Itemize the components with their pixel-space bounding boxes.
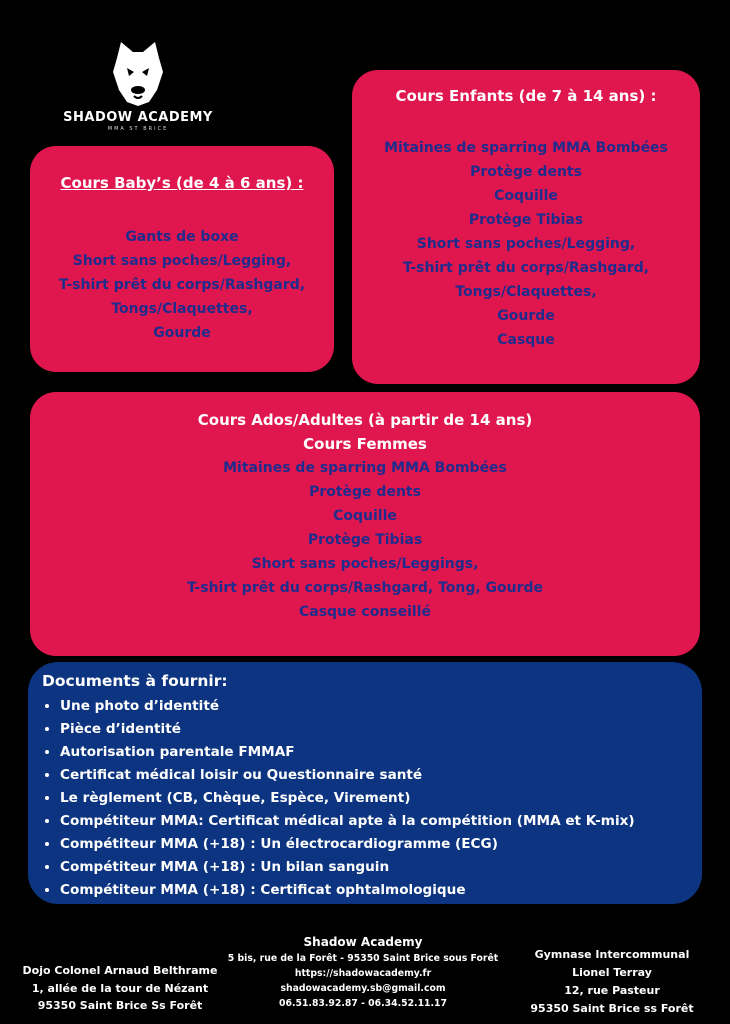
footer-website-link[interactable]: https://shadowacademy.fr [294, 968, 432, 979]
footer-phone: 06.51.83.92.87 - 06.34.52.11.17 [279, 998, 447, 1009]
kids-course-card [352, 70, 700, 384]
list-item: Short sans poches/Leggings, [251, 556, 479, 572]
list-item: Protège Tibias [307, 532, 423, 548]
list-item: Protège dents [470, 164, 582, 180]
kids-course-title: Cours Enfants (de 7 à 14 ans) : [395, 87, 657, 105]
documents-card [28, 662, 702, 904]
list-item: Gants de boxe [125, 229, 239, 245]
footer-line: 1, allée de la tour de Nézant [31, 981, 209, 995]
baby-course-card [30, 146, 334, 372]
footer-email-link[interactable]: shadowacademy.sb@gmail.com [280, 983, 446, 994]
list-item: Mitaines de sparring MMA Bombées [223, 460, 507, 476]
list-item: • Compétiteur MMA (+18) : Un bilan sanguin [60, 856, 702, 879]
list-item: • Compétiteur MMA (+18) : Certificat ophtalmologique [60, 879, 702, 902]
list-item: Mitaines de sparring MMA Bombées [384, 140, 668, 156]
documents-title: Documents à fournir: [42, 672, 228, 690]
women-course-title: Cours Femmes [303, 435, 427, 453]
list-item: • Compétiteur MMA: Certificat médical apte à la compétition (MMA et K-mix) [60, 810, 702, 833]
list-item: T-shirt prêt du corps/Rashgard, Tong, Gourde [186, 580, 544, 596]
footer-address: 5 bis, rue de la Forêt - 95350 Saint Brice sous Forêt [227, 953, 499, 964]
footer-line: 95350 Saint Brice ss Forêt [530, 1002, 694, 1015]
list-item: • Une photo d’identité [60, 695, 702, 718]
footer-line: Lionel Terray [572, 966, 652, 979]
footer-dojo-address [20, 962, 220, 1015]
footer-gym-address [512, 946, 712, 1018]
list-item: Casque conseillé [298, 604, 431, 620]
list-item: Coquille [333, 508, 397, 524]
adults-equipment-list [30, 456, 700, 624]
list-item: Short sans poches/Legging, [416, 236, 636, 252]
footer-contact [218, 934, 508, 1011]
list-item: T-shirt prêt du corps/Rashgard, [58, 277, 306, 293]
baby-equipment-list [30, 225, 334, 345]
list-item: • Le règlement (CB, Chèque, Espèce, Virement) [60, 787, 702, 810]
footer-line: Gymnase Intercommunal [534, 948, 690, 961]
list-item: Tongs/Claquettes, [455, 284, 597, 300]
list-item: • Certificat médical loisir ou Questionnaire santé [60, 764, 702, 787]
pitbull-head-icon [107, 38, 169, 106]
documents-list [42, 695, 702, 902]
list-item: Casque [497, 332, 555, 348]
logo [58, 38, 218, 142]
adults-course-card [30, 392, 700, 656]
footer-line: 12, rue Pasteur [564, 984, 660, 997]
list-item: Tongs/Claquettes, [111, 301, 253, 317]
list-item: Gourde [497, 308, 555, 324]
footer-academy-name: Shadow Academy [303, 935, 423, 949]
kids-equipment-list [352, 136, 700, 352]
list-item: Protège dents [309, 484, 421, 500]
list-item: Coquille [494, 188, 558, 204]
list-item: Protège Tibias [468, 212, 584, 228]
adults-course-title: Cours Ados/Adultes (à partir de 14 ans) [197, 411, 533, 429]
brand-subtitle: MMA ST BRICE [107, 126, 169, 132]
baby-course-title: Cours Baby’s (de 4 à 6 ans) : [60, 174, 304, 192]
list-item: T-shirt prêt du corps/Rashgard, [402, 260, 650, 276]
list-item: Gourde [153, 325, 211, 341]
list-item: • Autorisation parentale FMMAF [60, 741, 702, 764]
footer-line: Dojo Colonel Arnaud Belthrame [22, 964, 218, 977]
brand-name: SHADOW ACADEMY [63, 110, 213, 125]
list-item: Short sans poches/Legging, [72, 253, 292, 269]
list-item: • Compétiteur MMA (+18) : Un électrocardiogramme (ECG) [60, 833, 702, 856]
footer-line: 95350 Saint Brice Ss Forêt [37, 999, 203, 1012]
list-item: • Pièce d’identité [60, 718, 702, 741]
